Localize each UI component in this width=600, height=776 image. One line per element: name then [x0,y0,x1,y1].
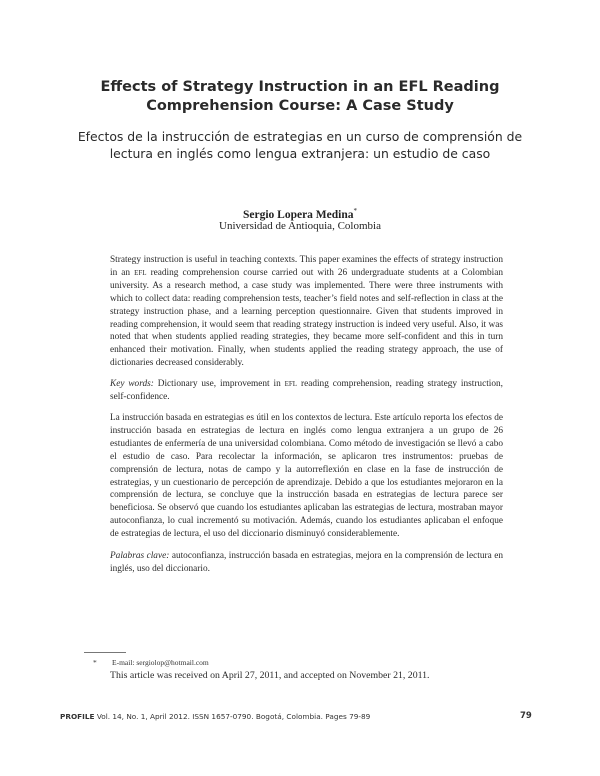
keywords-en-text-2: reading comprehension, reading strategy instruction, self-confidence. [110,379,503,402]
journal-citation: Vol. 14, No. 1, April 2012. ISSN 1657-0790. Bogotá, Colombia. Pages 79-89 [94,712,371,721]
received-date: This article was received on April 27, 2011, and accepted on November 21, 2011. [110,670,430,681]
author-name: Sergio Lopera Medina [242,208,354,221]
keywords-en-label: Key words: [110,379,154,389]
keywords-es-text: autoconfianza, instrucción basada en estrategias, mejora en la comprensión de lectura en inglés, uso del diccionario. [110,551,503,574]
article-title: Effects of Strategy Instruction in an EFL Reading Comprehension Course: A Case Study [100,79,500,114]
keywords-spanish [110,550,503,576]
abstract-spanish: La instrucción basada en estrategias es útil en los contextos de lectura. Este artículo reporta los efectos de instrucción basada en estrategias de lectura en inglés como lengua extranjera a un grupo de 26 estudiantes de enfermería de una universidad colombiana. Como método de investigación se llevó a cabo el estudio de caso. Para recolectar la información, se aplicaron tres instrumentos: pruebas de comprensión de lectura, notas de campo y la autorreflexión en clase en la fase de instrucción de estrategias, y un cuestionario de percepción de aprendizaje. Debido a que los estudiantes mejoraron en la comprensión de lectura, se concluye que la instrucción basada en estrategias de lectura parece ser beneficiosa. Se observó que cuando los estudiantes aplicaban las estrategias de lectura, mostraban mayor autoconfianza, lo cual incrementó su motivación. Además, cuando los estudiantes aplicaban el enfoque de estrategias de lectura, el uso del diccionario disminuyó considerablemente. [110,413,503,540]
footnote-divider [84,652,126,653]
footnote [95,658,209,667]
article-subtitle-spanish: Efectos de la instrucción de estrategias en un curso de comprensión de lectura en inglés como lengua extranjera: un estudio de caso [77,129,523,161]
author-footnote-mark: * [353,207,358,215]
keywords-en-text-1: Dictionary use, improvement in [153,379,285,389]
abstract-en-text-2: reading comprehension course carried out with 26 undergraduate students at a Colombian university. As a research method, a case study was implemented. There were three instruments with which to collect data: reading comprehension tests, teacher’s field notes and self-reflection in class at the strategy instruction phase, and a learning perception questionnaire. Given that students improved in reading comprehension, it would seem that reading strategy instruction is indeed very useful. Also, it was noted that when students applied reading strategies, they became more self-confident and this in turn enhanced their motivation. Finally, when students applied the reading strategy approach, the use of dictionaries decreased considerably. [110,267,504,369]
abstract-english [110,254,503,370]
abstract-en-text-1: Strategy instruction is useful in teaching contexts. This paper examines the effects of strategy instruction in an [110,255,503,278]
footnote-email: E-mail: sergiolop@hotmail.com [112,658,209,667]
keywords-english [110,378,503,404]
journal-name: PROFILE [60,712,95,721]
abstract-en-efl: efl [134,267,147,278]
author-affiliation: Universidad de Antioquia, Colombia [219,220,381,232]
footnote-mark: * [93,658,97,667]
keywords-en-efl: efl [284,379,298,389]
journal-footer [60,712,370,721]
page-number: 79 [520,711,532,721]
keywords-es-label: Palabras clave: [110,551,170,561]
